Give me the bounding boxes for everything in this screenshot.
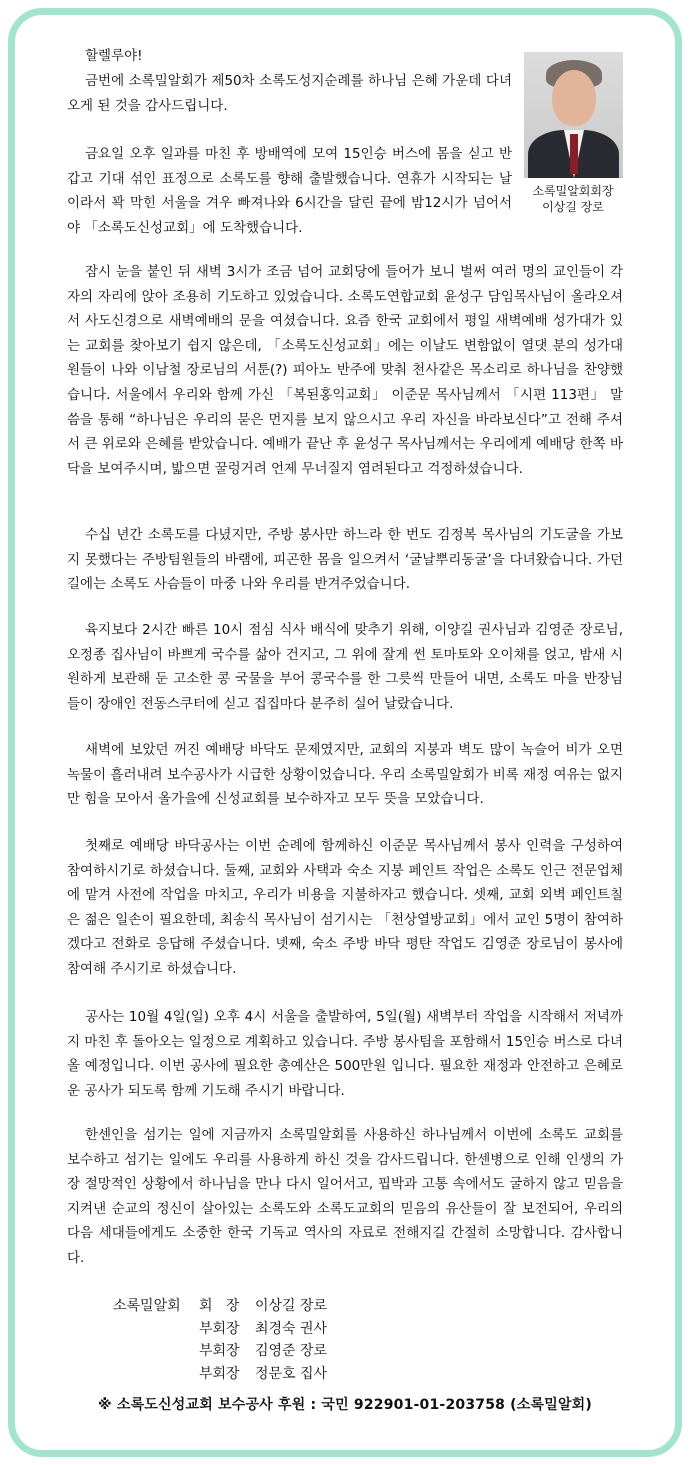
photo-caption <box>516 183 630 215</box>
signature-row: 부회장 김영준 장로 <box>199 1343 328 1359</box>
signature-row: 소록밀알회 회 장 이상길 장로 <box>113 1298 328 1314</box>
paragraph-plan: 첫째로 예배당 바닥공사는 이번 순례에 함께하신 이준문 목사님께서 봉사 인력을 구성하여 참여하시기로 하셨습니다. 둘째, 교회와 사택과 숙소 지붕 페인트 작업은 소록도 인근 전문업체에 맡겨 사전에 작업을 마치고, 우리가 비용을 지불하자고 했습니다. 셋째, 교회 외벽 페인트칠은 젊은 일손이 필요한데, 최송식 목사님이 섬기시는 「천상열방교회」에서 교인 5명이 참여하겠다고 전화로 응답해 주셨습니다. 넷째, 숙소 주방 바닥 평탄 작업도 김영준 장로님이 봉사에 참여해 주시기로 하셨습니다. <box>67 838 623 977</box>
caption-name: 이상길 장로 <box>542 200 604 214</box>
paragraph-dawn-service: 잠시 눈을 붙인 뒤 새벽 3시가 조금 넘어 교회당에 들어가 보니 벌써 여러 명의 교인들이 각자의 자리에 앉아 조용히 기도하고 있었습니다. 소록도연합교회 윤성구 담임목사님이 올라오셔서 사도신경으로 새벽예배의 문을 여셨습니다. 요즘 한국 교회에서 평일 새벽예배 성가대가 있는 교회를 찾아보기 쉽지 않은데, 「소록도신성교회」에는 이날도 변함없이 열댓 분의 성가대원들이 나와 이남철 장로님의 서툰(?) 피아노 반주에 맞춰 천사같은 목소리로 하나님을 찬양했습니다. 서울에서 우리와 함께 가신 「복된홍익교회」 이준문 목사님께서 「시편 113편」 말씀을 통해 “하나님은 우리의 묻은 먼지를 보지 않으시고 우리 자신을 바라보신다”고 전해 주셔서 큰 위로와 은혜를 받았습니다. 예배가 끝난 후 윤성구 목사님께서는 우리에게 예배당 한쪽 바닥을 보여주시며, 밟으면 꿀렁거려 언제 무너질지 염려된다고 걱정하셨습니다. <box>67 264 623 477</box>
paragraph-closing: 한센인을 섬기는 일에 지금까지 소록밀알회를 사용하신 하나님께서 이번에 소록도 교회를 보수하고 섬기는 일에도 우리를 사용하게 하신 것을 감사드립니다. 한센병으로 인해 인생의 가장 절망적인 상황에서 하나님을 만나 다시 일어서고, 핍박과 고통 속에서도 굴하지 않고 믿음을 지켜낸 순교의 정신이 살아있는 소록도와 소록도교회의 믿음의 유산들이 잘 보전되어, 우리의 다음 세대들에게도 소중한 한국 기독교 역사의 자료로 전해지길 간절히 소망합니다. 감사합니다. <box>67 1127 623 1266</box>
paragraph-schedule: 공사는 10월 4일(일) 오후 4시 서울을 출발하여, 5일(월) 새벽부터 작업을 시작해서 저녁까지 마친 후 돌아오는 일정으로 계획하고 있습니다. 주방 봉사팀을 포함해서 15인승 버스로 다녀올 예정입니다. 이번 공사에 필요한 총예산은 500만원 입니다. 필요한 재정과 안전하고 은혜로운 공사가 되도록 함께 기도해 주시기 바랍니다. <box>67 1009 623 1099</box>
paragraph-cave: 수십 년간 소록도를 다녔지만, 주방 봉사만 하느라 한 번도 김정복 목사님의 기도굴을 가보지 못했다는 주방팀원들의 바램에, 피곤한 몸을 일으켜서 ‘굴날뿌리동굴’을 다녀왔습니다. 가던 길에는 소록도 사슴들이 마중 나와 우리를 반겨주었습니다. <box>67 527 623 593</box>
portrait-photo <box>524 52 623 178</box>
paragraph-intro: 금번에 소록밀알회가 제50차 소록도성지순례를 하나님 은혜 가운데 다녀오게 된 것을 감사드립니다. <box>67 73 512 114</box>
caption-title: 소록밀알회회장 <box>532 184 614 198</box>
greeting-text: 할렐루야! <box>85 48 143 64</box>
paragraph-lunch: 육지보다 2시간 빠른 10시 점심 식사 배식에 맞추기 위해, 이양길 권사님과 김영준 장로님, 오정종 집사님이 바쁘게 국수를 삶아 건지고, 그 위에 잘게 썬 토마토와 오이채를 얹고, 밤새 시원하게 보관해 둔 고소한 콩 국물을 부어 콩국수를 한 그릇씩 만들어 내면, 소록도 마을 반장님들이 장애인 전동스쿠터에 싣고 집집마다 분주히 실어 날랐습니다. <box>67 622 623 712</box>
donation-footer: ※ 소록도신성교회 보수공사 후원 : 국민 922901-01-203758 (소록밀알회) <box>97 1397 592 1413</box>
signature-row: 부회장 최경숙 권사 <box>199 1320 328 1337</box>
paragraph-repair-need: 새벽에 보았던 꺼진 예배당 바닥도 문제였지만, 교회의 지붕과 벽도 많이 녹슬어 비가 오면 녹물이 흘러내려 보수공사가 시급한 상황이었습니다. 우리 소록밀알회가 비록 재정 여유는 없지만 힘을 모아서 올가을에 신성교회를 보수하자고 모두 뜻을 모았습니다. <box>67 742 623 808</box>
greeting <box>67 44 512 69</box>
signature-block <box>113 1295 327 1385</box>
paragraph-departure: 금요일 오후 일과를 마친 후 방배역에 모여 15인승 버스에 몸을 싣고 반갑고 기대 섞인 표정으로 소록도를 향해 출발했습니다. 연휴가 시작되는 날이라서 꽉 막힌 서울을 겨우 빠져나와 6시간을 달린 끝에 밤12시가 넘어서야 「소록도신성교회」에 도착했습니다. <box>67 146 512 236</box>
signature-row: 부회장 정문호 집사 <box>199 1365 328 1382</box>
